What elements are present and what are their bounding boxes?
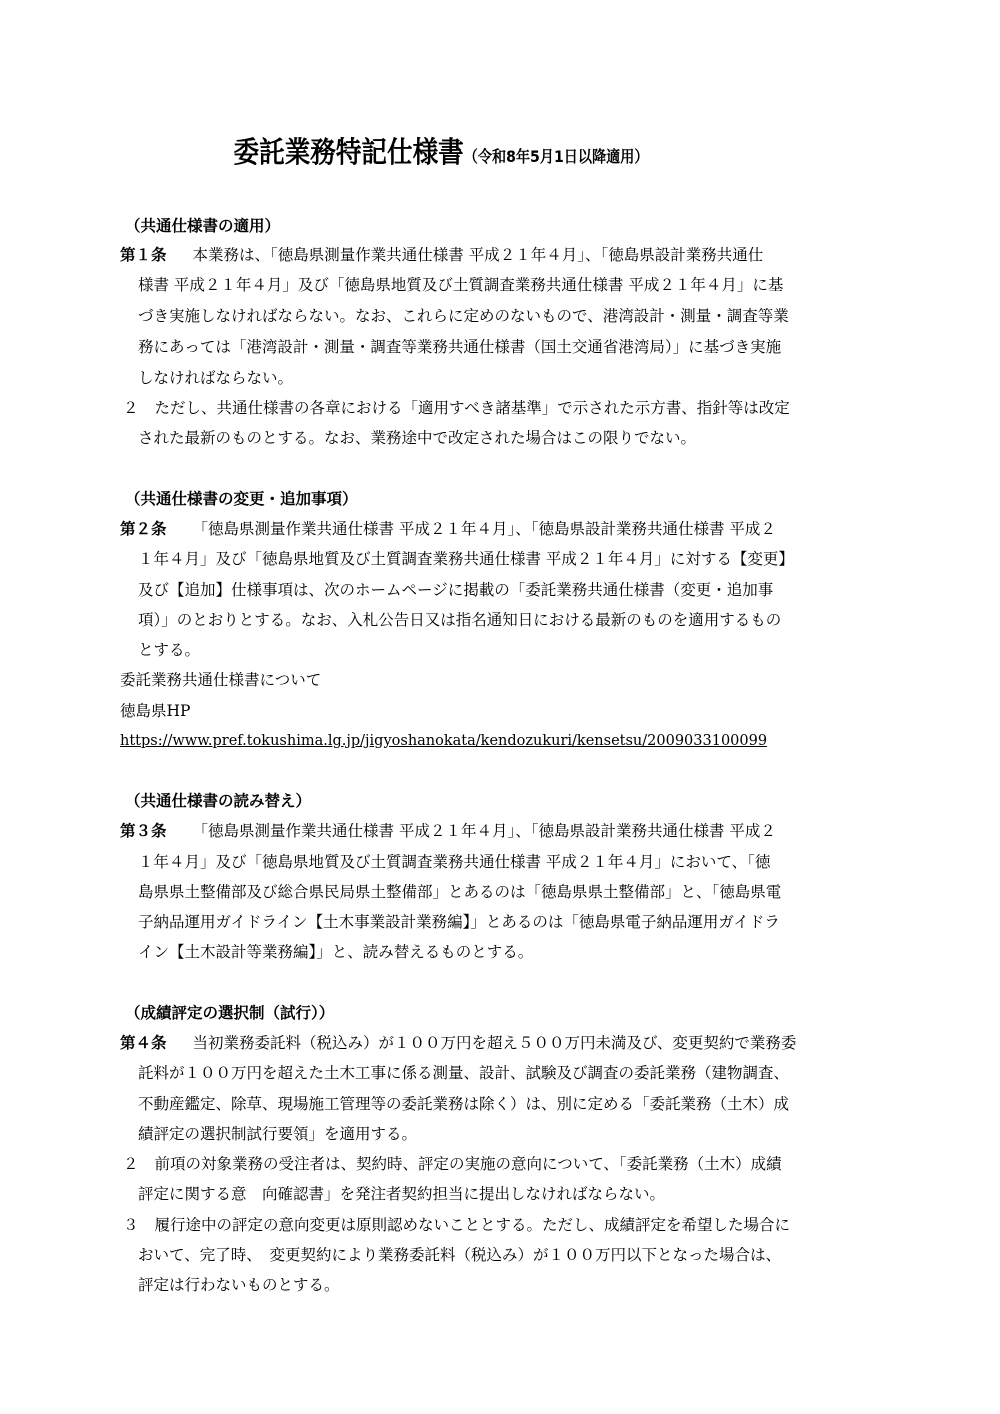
article-line <box>120 1033 796 1053</box>
article-text: イン【土木設計等業務編】」と、読み替えるものとする。 <box>138 943 534 961</box>
document-title <box>0 130 882 171</box>
article-text: 「徳島県測量作業共通仕様書 平成２１年４月」、「徳島県設計業務共通仕様書 平成２ <box>192 822 776 840</box>
article-text: とする。 <box>138 641 201 659</box>
article-text: 務にあっては「港湾設計・測量・調査等業務共通仕様書（国土交通省港湾局）」に基づき実施 <box>138 338 782 356</box>
clause-text: 履行途中の評定の意向変更は原則認めないこととする。ただし、成績評定を希望した場合に <box>154 1216 791 1234</box>
article-line <box>120 519 776 539</box>
article-text: 様書 平成２１年４月」及び「徳島県地質及び土質調査業務共通仕様書 平成２１年４月」に基 <box>138 276 784 294</box>
article-text: 託料が１００万円を超えた土木工事に係る測量、設計、試験及び調査の委託業務（建物調査、 <box>138 1064 790 1082</box>
clause-text: された最新のものとする。なお、業務途中で改定された場合はこの限りでない。 <box>138 429 697 447</box>
section-heading: （成績評定の選択制（試行）） <box>125 1004 335 1022</box>
article-line <box>120 821 776 841</box>
clause-line <box>123 1154 782 1174</box>
clause-text: ただし、共通仕様書の各章における「適用すべき諸基準」で示された示方書、指針等は改定 <box>154 399 790 417</box>
clause-line <box>123 398 790 418</box>
article-label: 第４条 <box>120 1034 167 1052</box>
section-heading: （共通仕様書の読み替え） <box>125 792 312 810</box>
article-text: づき実施しなければならない。なお、これらに定めのないもので、港湾設計・測量・調査等業 <box>138 307 789 325</box>
section-heading: （共通仕様書の変更・追加事項） <box>125 490 358 508</box>
article-text: １年４月」及び「徳島県地質及び土質調査業務共通仕様書 平成２１年４月」において、「徳 <box>138 853 771 871</box>
title-note: （令和8年5月1日以降適用） <box>463 147 649 166</box>
clause-line <box>123 1215 790 1235</box>
article-text: 島県県土整備部及び総合県民局県土整備部」とあるのは「徳島県県土整備部」と、「徳島県電 <box>138 883 782 901</box>
article-text: １年４月」及び「徳島県地質及び土質調査業務共通仕様書 平成２１年４月」に対する【変更】 <box>138 550 794 568</box>
clause-text: 前項の対象業務の受注者は、契約時、評定の実施の意向について、「委託業務（土木）成績 <box>154 1155 782 1173</box>
clause-text: 評定は行わないものとする。 <box>138 1276 340 1294</box>
article-text: 「徳島県測量作業共通仕様書 平成２１年４月」、「徳島県設計業務共通仕様書 平成２ <box>192 520 776 538</box>
clause-text: おいて、完了時、 変更契約により業務委託料（税込み）が１００万円以下となった場合は、 <box>138 1246 781 1264</box>
section-heading: （共通仕様書の適用） <box>125 217 281 235</box>
reference-label: 委託業務共通仕様書について <box>120 671 322 689</box>
article-text: 不動産鑑定、除草、現場施工管理等の委託業務は除く）は、別に定める「委託業務（土木）成 <box>138 1095 790 1113</box>
article-label: 第１条 <box>120 246 167 264</box>
reference-site: 徳島県HP <box>120 702 191 720</box>
title-main: 委託業務特記仕様書 <box>233 135 464 169</box>
clause-number: ３ <box>123 1216 139 1234</box>
article-text: しなければならない。 <box>138 369 294 387</box>
article-text: 当初業務委託料（税込み）が１００万円を超え５００万円未満及び、変更契約で業務委 <box>192 1034 797 1052</box>
article-text: 子納品運用ガイドライン【土木事業設計業務編】」とあるのは「徳島県電子納品運用ガイドラ <box>138 913 780 931</box>
article-label: 第２条 <box>120 520 167 538</box>
article-text: 及び【追加】仕様事項は、次のホームページに掲載の「委託業務共通仕様書（変更・追加事 <box>138 581 774 599</box>
clause-text: 評定に関する意 向確認書」を発注者契約担当に提出しなければならない。 <box>138 1185 666 1203</box>
article-line <box>120 245 763 265</box>
article-text: 項）」のとおりとする。なお、入札公告日又は指名通知日における最新のものを適用するもの <box>138 611 782 629</box>
clause-number: ２ <box>123 399 139 417</box>
clause-number: ２ <box>123 1155 139 1173</box>
article-text: 本業務は、「徳島県測量作業共通仕様書 平成２１年４月」、「徳島県設計業務共通仕 <box>192 246 764 264</box>
article-text: 績評定の選択制試行要領」を適用する。 <box>138 1125 418 1143</box>
reference-url-link[interactable]: https://www.pref.tokushima.lg.jp/jigyoshanokata/kendozukuri/kensetsu/2009033100099 <box>120 733 768 749</box>
article-label: 第３条 <box>120 822 167 840</box>
